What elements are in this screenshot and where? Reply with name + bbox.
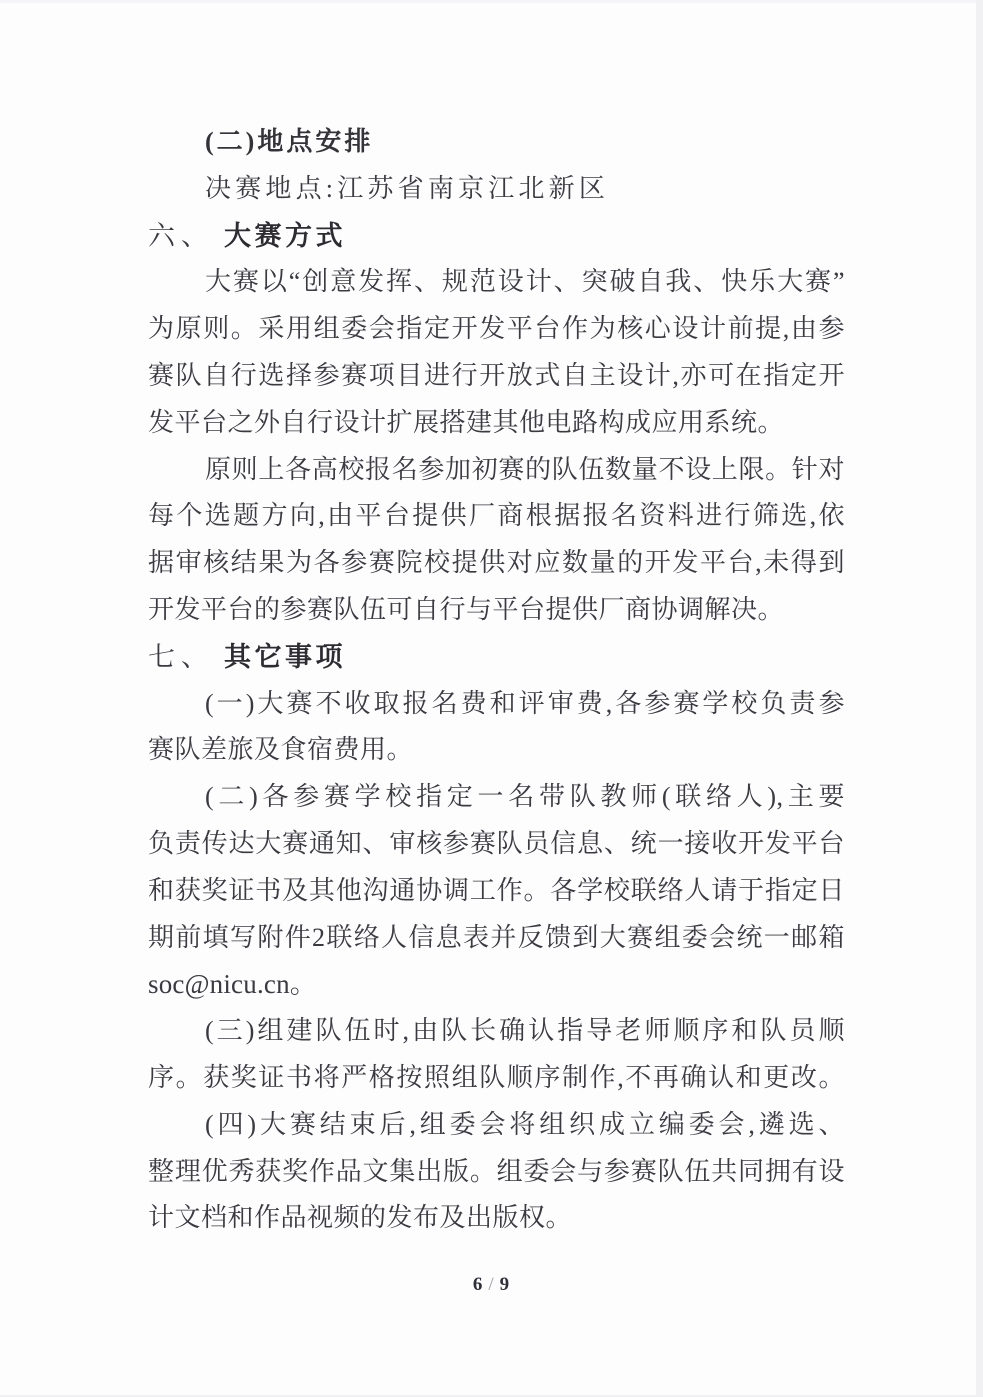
section-number: 六、: [148, 220, 214, 251]
text-line: 赛队自行选择参赛项目进行开放式自主设计,亦可在指定开: [148, 360, 845, 390]
text-line: (一)大赛不收取报名费和评审费,各参赛学校负责参: [205, 688, 845, 718]
section-title: 大赛方式: [224, 220, 346, 251]
section-heading: [148, 213, 845, 260]
text-line: 每个选题方向,由平台提供厂商根据报名资料进行筛选,依: [148, 501, 845, 531]
text-line: 期前填写附件2联络人信息表并反馈到大赛组委会统一邮箱: [148, 922, 845, 952]
text-line: 发平台之外自行设计扩展搭建其他电路构成应用系统。: [148, 407, 785, 437]
document-content: [148, 119, 845, 1242]
text-line: 为原则。采用组委会指定开发平台作为核心设计前提,由参: [148, 314, 845, 344]
text-line: (四)大赛结束后,组委会将组织成立编委会,遴选、: [205, 1109, 845, 1139]
text-line: 决赛地点:江苏省南京江北新区: [205, 173, 610, 203]
text-line: 开发平台的参赛队伍可自行与平台提供厂商协调解决。: [148, 594, 785, 624]
text-line: 大赛以“创意发挥、规范设计、突破自我、快乐大赛”: [205, 267, 845, 297]
text-line: (三)组建队伍时,由队长确认指导老师顺序和队员顺: [205, 1016, 845, 1046]
page-number-current: 6: [472, 1274, 484, 1295]
section-heading: [148, 634, 845, 681]
section-number: 七、: [148, 641, 214, 672]
section-title: 其它事项: [224, 641, 346, 672]
scan-edge-right: [976, 0, 983, 1397]
text-line: 序。获奖证书将严格按照组队顺序制作,不再确认和更改。: [148, 1062, 845, 1092]
text-line: 整理优秀获奖作品文集出版。组委会与参赛队伍共同拥有设: [148, 1156, 845, 1186]
text-line: 计文档和作品视频的发布及出版权。: [148, 1203, 573, 1233]
page-number: [0, 1274, 983, 1296]
text-line: 和获奖证书及其他沟通协调工作。各学校联络人请于指定日: [148, 875, 845, 905]
text-line: soc@nicu.cn。: [148, 969, 317, 1000]
scan-edge-top: [0, 0, 983, 3]
text-line: 原则上各高校报名参加初赛的队伍数量不设上限。针对: [205, 454, 845, 484]
text-line: 负责传达大赛通知、审核参赛队员信息、统一接收开发平台: [148, 828, 845, 858]
sub-section-heading: (二)地点安排: [205, 127, 374, 156]
page-number-total: 9: [499, 1274, 511, 1295]
page-number-separator: /: [488, 1274, 495, 1295]
text-line: 赛队差旅及食宿费用。: [148, 735, 414, 765]
text-line: 据审核结果为各参赛院校提供对应数量的开发平台,未得到: [148, 548, 845, 578]
text-line: (二)各参赛学校指定一名带队教师(联络人),主要: [205, 782, 845, 812]
